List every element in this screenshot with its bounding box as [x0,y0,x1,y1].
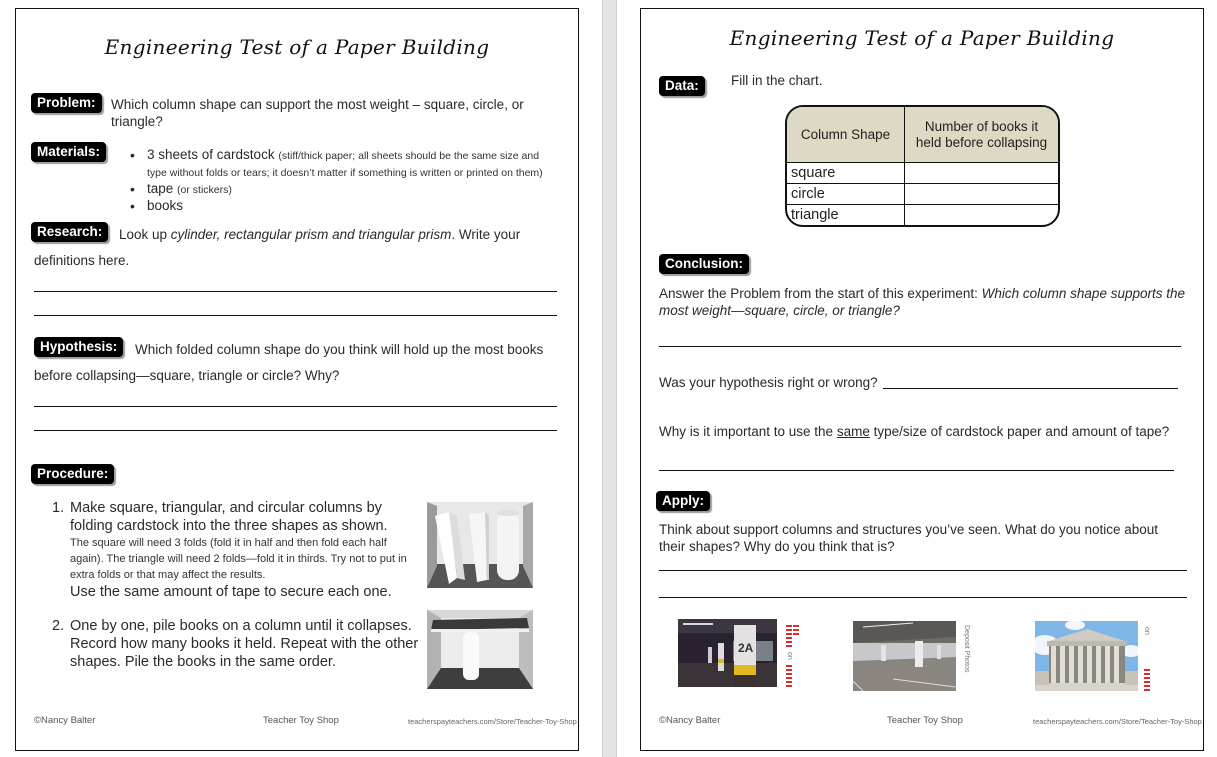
footer-url: teacherspayteachers.com/Store/Teacher-Toy-Shop [1033,717,1202,726]
conclusion-q1-prefix: Answer the Problem from the start of this experiment: [659,286,982,301]
worksheet-page-1 [15,8,579,751]
research-text-italic: cylinder, rectangular prism and triangular prism [170,227,452,242]
footer-shop: Teacher Toy Shop [887,715,963,726]
page-title: Engineering Test of a Paper Building [104,35,490,59]
conclusion-q3-suffix: type/size of cardstock paper and amount of tape? [869,424,1170,439]
parking-garage-photo [853,621,956,691]
worksheet-page-2 [640,8,1204,751]
procedure-step-2 [52,617,420,671]
research-text-prefix: Look up [119,227,171,242]
problem-text-line1: Which column shape can support the most weight – square, circle, or [111,97,524,112]
column-holding-books-photo [427,610,533,689]
answer-line[interactable] [34,291,557,292]
conclusion-question-1 [659,285,1189,319]
footer-shop: Teacher Toy Shop [263,715,339,726]
materials-item-main: tape [147,181,174,196]
photo-credit: Deposit Photos [963,625,970,673]
results-table [785,105,1060,227]
step-tail-text: Use the same amount of tape to secure each one. [70,584,392,600]
svg-text:2A: 2A [738,641,754,655]
cell-shape: triangle [787,205,905,226]
supreme-court-building-photo [1035,621,1138,691]
answer-line[interactable] [659,570,1187,571]
table-row [787,163,1058,184]
header-column-shape: Column Shape [787,107,905,162]
cell-books-input[interactable] [905,163,1058,183]
page-divider-scrollbar[interactable] [602,0,617,757]
step-number: 2. [52,618,65,634]
conclusion-q3-underlined: same [836,424,870,439]
footer-author: ©Nancy Balter [34,715,96,726]
photo-credit-mark [1144,669,1150,691]
table-row [787,205,1058,226]
cell-books-input[interactable] [905,184,1058,204]
answer-line[interactable] [34,430,557,431]
research-label: Research: [31,222,108,242]
problem-text [111,96,524,130]
answer-line[interactable] [659,470,1174,471]
page-title: Engineering Test of a Paper Building [729,26,1115,50]
materials-item [130,198,560,214]
research-text [119,226,520,243]
materials-item-note: (or stickers) [177,184,232,196]
footer-author: ©Nancy Balter [659,715,721,726]
photo-credit-mark [786,665,792,687]
answer-line[interactable] [883,388,1178,389]
photo-credit-mark [786,625,792,649]
three-paper-columns-photo [427,502,533,588]
conclusion-q1-italic: Which column shape supports the most weight—square, circle, or triangle? [659,286,1185,318]
photo-credit: on [1143,627,1150,635]
answer-line[interactable] [659,597,1187,598]
data-label: Data: [659,76,705,96]
hypothesis-text-line1: Which folded column shape do you think will hold up the most books [135,342,544,357]
research-text-suffix: . Write your [451,227,521,242]
materials-item-main: 3 sheets of cardstock [147,147,275,162]
problem-text-line2: triangle? [111,114,163,129]
answer-line[interactable] [34,315,557,316]
apply-text: Think about support columns and structures you’ve seen. What do you notice about their shapes? Why do you think that is? [659,522,1159,554]
table-header [787,107,1058,163]
hypothesis-label: Hypothesis: [34,337,123,357]
step-fine-text: The square will need 3 folds (fold it in half and then fold each half again). The triangle will need 2 folds—fold it in thirds. Try not to put in extra folds or that may affect the results. [70,537,407,581]
materials-item [130,147,560,181]
cell-books-input[interactable] [905,205,1058,226]
materials-label: Materials: [31,142,106,162]
materials-item-main: books [147,198,184,213]
header-number-of-books: Number of books it held before collapsing [915,118,1048,150]
photo-credit: on [786,652,793,660]
photo-credit-mark [793,625,799,635]
conclusion-question-2: Was your hypothesis right or wrong? [659,375,878,390]
materials-item-note: (stiff/thick paper; all sheets should be the same size and type without folds or tears; it doesn’t matter if something is written or printed on them) [147,150,543,179]
conclusion-q3-prefix: Why is it important to use the [659,424,837,439]
apply-label: Apply: [656,491,710,511]
materials-list [130,147,560,214]
parking-garage-column-2a-photo [678,619,777,687]
procedure-step-1 [52,499,410,601]
data-instruction: Fill in the chart. [731,73,823,88]
problem-label: Problem: [31,93,102,113]
footer-url: teacherspayteachers.com/Store/Teacher-Toy-Shop [408,717,577,726]
conclusion-question-3 [659,423,1169,440]
step-number: 1. [52,500,65,516]
hypothesis-text-line2: before collapsing—square, triangle or circle? Why? [34,368,340,383]
answer-line[interactable] [659,346,1181,347]
research-text-line2: definitions here. [34,253,130,268]
procedure-label: Procedure: [31,464,114,484]
cell-shape: circle [787,184,905,204]
step-lead-text: Make square, triangular, and circular columns by folding cardstock into the three shapes as shown. [70,500,388,534]
step-lead-text: One by one, pile books on a column until it collapses. Record how many books it held. Repeat with the other shapes. Pile the books in the same order. [70,618,419,670]
materials-item [130,181,560,198]
conclusion-label: Conclusion: [659,254,749,274]
cell-shape: square [787,163,905,183]
answer-line[interactable] [34,406,557,407]
table-row [787,184,1058,205]
